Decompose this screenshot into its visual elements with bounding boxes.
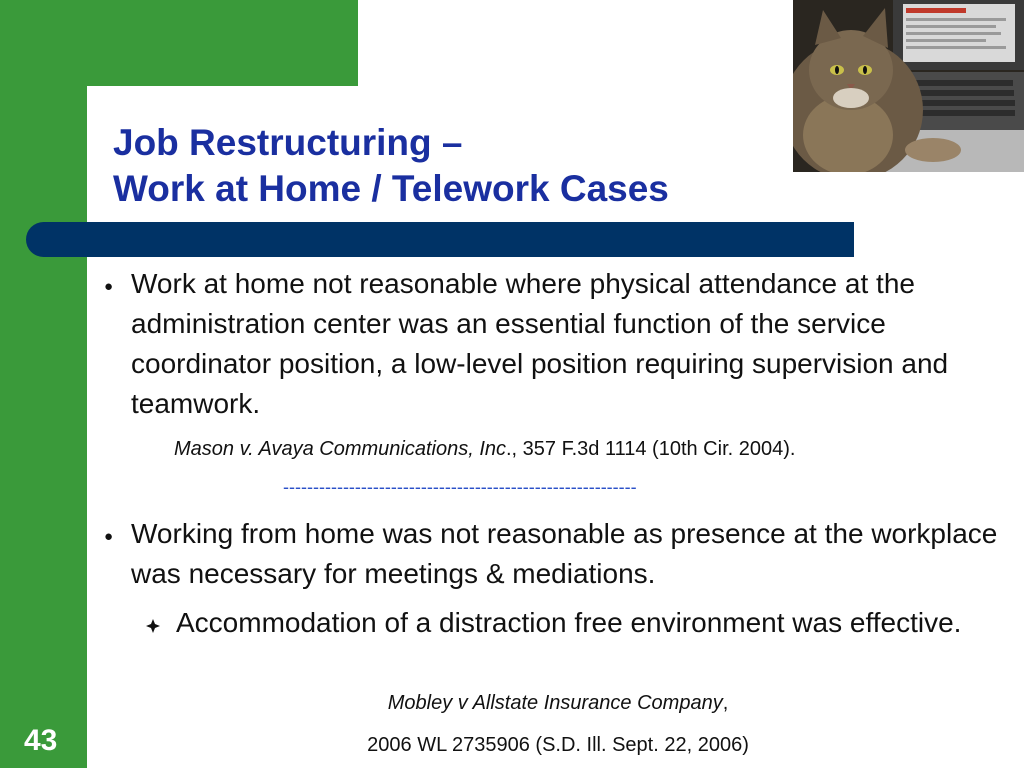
- bullet-dot-icon: ●: [104, 278, 114, 295]
- bullet-1-citation: [174, 436, 1004, 462]
- citation-case-name: Mobley v Allstate Insurance Company: [387, 692, 723, 714]
- diamond-bullet-icon: [146, 619, 160, 638]
- citation-reporter: ., 357 F.3d 1114 (10th Cir. 2004).: [506, 438, 796, 460]
- section-divider: -----------------------------------------------------------: [283, 477, 637, 497]
- bullet-2-text: Working from home was not reasonable as presence at the workplace was necessary for meetings & mediations.: [131, 518, 998, 589]
- slide-number: 43: [24, 724, 58, 757]
- title-line-1: Job Restructuring –: [113, 122, 463, 163]
- citation-case-name: Mason v. Avaya Communications, Inc: [174, 438, 506, 460]
- bullet-dot-icon: ●: [104, 528, 114, 545]
- sub-bullet-text: Accommodation of a distraction free environment was effective.: [176, 607, 962, 638]
- title-line-2: Work at Home / Telework Cases: [113, 168, 669, 209]
- bullet-2-citation-reporter: 2006 WL 2735906 (S.D. Ill. Sept. 22, 2006): [367, 734, 749, 756]
- bullet-2-citation-case: [0, 690, 1024, 716]
- citation-comma: ,: [722, 692, 729, 714]
- bullet-1-text: Work at home not reasonable where physical attendance at the administration center was an essential function of the service coordinator position, a low-level position requiring supervision and teamwork.: [131, 268, 949, 419]
